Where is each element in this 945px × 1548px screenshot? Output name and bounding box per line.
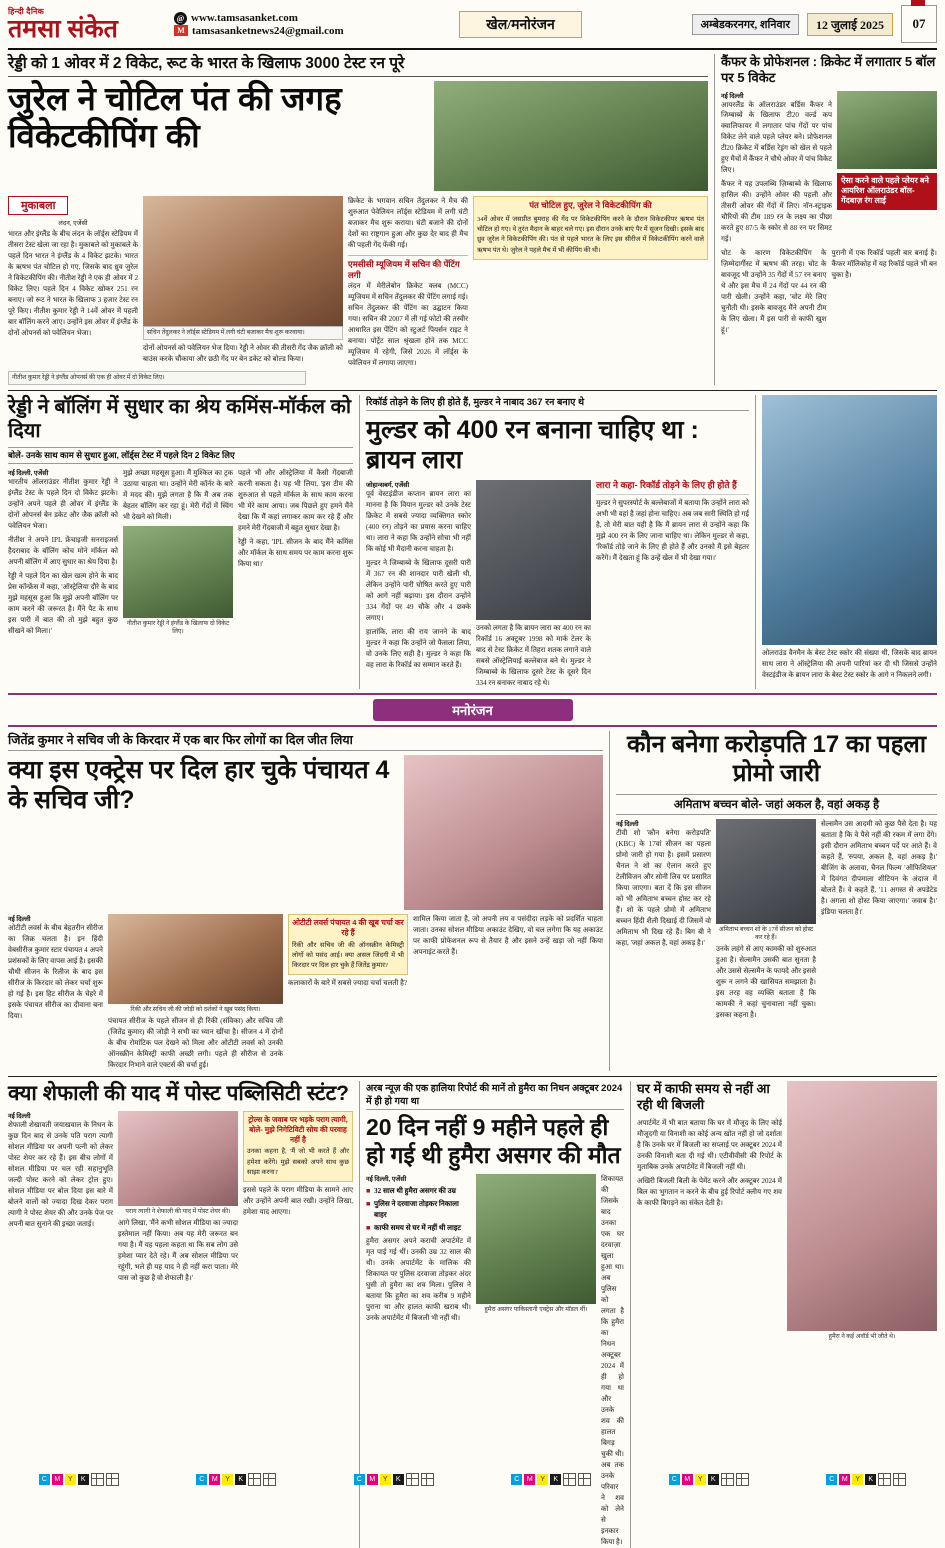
cmyk-m-swatch: M	[839, 1474, 850, 1485]
cmyk-c-swatch: C	[826, 1474, 837, 1485]
cmyk-y-swatch: Y	[695, 1474, 706, 1485]
lead-photo-1-caption: नीतीश कुमार रेड्डी ने इंग्लैंड ओपनर्स की एक ही ओवर में दो विकेट लिए।	[8, 371, 306, 385]
midcenter-body-4: उनको लगता है कि ब्रायन लारा का 400 रन का रिकॉर्ड 16 अक्टूबर 1998 को मार्क टेलर के बाद से टेस्ट क्रिकेट में तिहरा शतक लगाने वाले सबसे ऑस्ट्रेलियाई बल्लेबाज बने थे। मुल्डर ने जिम्बाब्वे के खिलाफ दूसरे टेस्ट के दूसरे दिन 334 रन बनाकर नाबाद रहे थे।	[476, 624, 591, 688]
bottomleft-body-3: इससे पहले के पराग मीडिया के सामने आए और उन्होंने अपनी बात रखी। उन्होंने लिखा, हमेशा याद आएगा।	[243, 1186, 353, 1216]
registration-mark	[878, 1473, 891, 1486]
midright-photo-block	[755, 395, 937, 689]
registration-mark	[563, 1473, 576, 1486]
cmyk-c-swatch: C	[669, 1474, 680, 1485]
cmyk-group	[354, 1473, 434, 1486]
registration-mark	[893, 1473, 906, 1486]
entleft-body-4: शामिल किया जाता है, जो अपनी लय व पसंदीदा लड़के को प्रदर्शित चाहता जाता। उनका सोशल मीडिया अकाउंट देखिए, वो चल लगेगा कि यह अकाउंट पर काफी प्रोफेशनल रूप से तैयार है और इसने उन्हें खड़ा जो नहीं किया अपनाइंट करते हैं।	[413, 915, 603, 957]
topright-body-3: चोट के कारण विकेटकीपिंग के ज़िम्मेदार्गीस्ट में ऋषभ की तरह। चोट के बावजूद भी उन्होंने 35 गेंदों में 57 रन बनाए थे और इस मैच में 24 गेंदों पर 44 रन की पारी खेली। उन्होंने कहा, 'चोट मेरे लिए चुनौती थी। इसके बावजूद मैंने अपनी टीम के लिए खेला। मैं इस पारी से काफी खुश हूं।'	[721, 249, 827, 335]
cmyk-y-swatch: Y	[852, 1474, 863, 1485]
entleft-body-1: ओटीटी लवर्स के बीच बेहतरीन सीरीज का जिक्र चलता है। इन हिंदी वेबसीरीज कुमार स्टार पंचायत 4 अपने प्रशंसकों के लिए वापस आई है। इसकी चौथी सीजन के रिलीज के बाद इस सीरीज के किरदार को लेकर चर्चा शुरू हो गई है। इस हिट सीरीज के चेहरे में इसके पंचायत सीरीज का दीवाना बना दिया।	[8, 924, 103, 1021]
pant-sidebar-title: पंत चोटिल हुए, जुरेल ने विकेटकीपिंग की	[529, 200, 652, 211]
topright-body-4: पुरानी में एक रिकॉर्ड पहली बार बनाई है। कैंफर मॉलिकोह में यह रिकॉर्ड पहले भी बन चुका है।	[831, 249, 937, 280]
masthead-website[interactable]: www.tamsasanket.com	[191, 12, 298, 24]
entleft-sidebar	[288, 914, 408, 975]
bottomcenter-kicker: अरब न्यूज़ की एक हालिया रिपोर्ट की मानें तो हुमैरा का निधन अक्टूबर 2024 में ही हो गया था	[366, 1081, 624, 1110]
topright-body-2: कैंफर ने यह उपलब्धि ज़िम्बाब्वे के खिलाफ हासिल की। उन्होंने ओवर की पहली और तीसरी ओवर की गेंदों में लिए। नॉन-स्ट्राइक चौरियों की टीम 189 रन के लक्ष्य का पीछा करते हुए 87/5 के स्कोर से 88 रन पर सिमट गई।	[721, 180, 832, 244]
cmyk-m-swatch: M	[524, 1474, 535, 1485]
registration-mark	[106, 1473, 119, 1486]
cmyk-y-swatch: Y	[65, 1474, 76, 1485]
bottomcenter-dateline: नई दिल्ली, एजेंसी	[366, 1176, 407, 1184]
entleft-headline: क्या इस एक्ट्रेस पर दिल हार चुके पंचायत 4 के सचिव जी?	[8, 756, 390, 815]
midright-photo	[762, 395, 937, 645]
bullet-item: ■ काफी समय से घर में नहीं थी लाइट	[366, 1223, 462, 1232]
bottomright-body-1: अपार्टमेंट में भी बात बताया कि घर में मौजूद के लिए कोई मौजूदगी या विनाशी का कोई अन्य खोत नहीं हो जो दर्शाता है कि उनके घर में बिजली का सप्लाई पर अक्टूबर 2024 में उनकी विनाशी बता दी गई थी। एटीवीवीसी की रिपोर्ट के मुताबिक उनके अपार्टमेंट में बिजली नहीं थी।	[637, 1118, 782, 1171]
bottomcenter-headline: 20 दिन नहीं 9 महीने पहले ही हो गई थी हुमैरा असगर की मौत	[366, 1114, 621, 1168]
midleft-body-5: पहले भी और ऑस्ट्रेलिया में कैसी गेंदबाजी करनी सकता है। यह भी लिया, 'इस टीम की शुरुआत से पहले मॉर्कल के साथ काम करना भी मेरे काम आया। जब पिछले हुए हमने मैंने देखा कि मैं कहां लगाकर काम कर रहे हैं और हमने मेरी गेंदबाजी में बहुत सुधार देखा है।	[238, 469, 353, 533]
bottomleft-photo	[118, 1111, 238, 1206]
bottomright-photo-caption: हुमैरा ने कई अवॉर्ड भी जीते थे।	[828, 1333, 896, 1341]
cmyk-c-swatch: C	[354, 1474, 365, 1485]
topright-dateline: नई दिल्ली	[721, 92, 744, 100]
entleft-sidebar-title: ओटीटी लवर्स पंचायत 4 की खूब चर्चा कर रहे हैं	[292, 918, 404, 938]
lead-dateline: लंदन, एजेंसी	[58, 220, 88, 228]
middle-band	[8, 395, 937, 689]
lead-body-2: क्रिकेट के भगवान सचिन तेंदुलकर ने मैच की शुरुआत पेवेलियन लॉर्ड्स स्टेडियम में लगी घंटी बजाकर मैच शुरू कराया। घंटी बजाने की दोनों देशों का राष्ट्रगान हुआ और कुछ देर बाद ही मैच की पहली गेंद फेंकी गई।	[348, 197, 468, 250]
cmyk-c-swatch: C	[511, 1474, 522, 1485]
bottomleft-sidebar-body: उनका कहना है, 'मैं जो भी करते हैं और हमेशा करेंगे। मुझे सबको अपने साथ कुछ साझा करना।'	[247, 1148, 349, 1176]
entleft-dateline: नई दिल्ली	[8, 916, 31, 924]
lead-kicker: रेड्डी को 1 ओवर में 2 विकेट, रूट के भारत के खिलाफ 3000 टेस्ट रन पूरे	[8, 54, 708, 77]
midcenter-body-1: पूर्व वेस्टइंडीज कप्तान ब्रायन लारा का मानना है कि वियान मुल्डर को उनके टेस्ट क्रिकेट में सबसे ज्यादा व्यक्तिगत स्कोर (400 रन) तोड़ने का प्रयास करना चाहिए था। लारा ने कहा कि उन्होंने सोचा भी नहीं कि कोई भी मैदानी करना चाहता है।	[366, 490, 471, 554]
bottomright-body-2: अखिरी बिजली बिली के पेमेंट करने और अक्टूबर 2024 में बिल का भुगतान न करने के बीच हुई रिपोर्ट क्लीय गए शव के काफी बिगड़ने का संकेत देती है।	[637, 1176, 782, 1207]
midleft-photo	[123, 526, 233, 618]
midleft-body-1: भारतीय ऑलराउंडर नीतीश कुमार रेड्डी ने इंग्लैंड टेस्ट के पहले दिन दो विकेट झटके। उन्होंने अपने पहले ही ओवर में इंग्लैंड के दोनों ओपनर्स बेन डकेट और जैक क्रॉली को पवेलियन भेजा।	[8, 478, 118, 531]
midcenter-dateline: जोहान्सबर्ग, एजेंसी	[366, 482, 410, 490]
midcenter-story	[359, 395, 755, 689]
entright-headline: कौन बनेगा करोड़पति 17 का पहला प्रोमो जारी	[626, 731, 927, 788]
registration-mark	[721, 1473, 734, 1486]
entright-photo-caption: अमिताभ बच्चन शो के 17वें सीजन को होस्ट कर रहे हैं।	[718, 925, 814, 941]
lead-body-1: भारत और इंग्लैंड के बीच लंदन के लॉर्ड्स स्टेडियम में तीसरा टेस्ट खेला जा रहा है। मुकाबले को मुकाबले के पहले दिन भारत ने इंग्लैंड के 4 विकेट झटके। भारत के ऋषभ पंत चोटिल हो गए, जिसके बाद ध्रुव जुरेल ने विकेटकीपिंग की। नीतीश रेड्डी ने एक ही ओवर में 2 विकेट लिए। पहले दिन 4 विकेट खोकर 251 रन बनाए। जो रूट ने भारत के खिलाफ 3 हजार टेस्ट रन पूरे किए। नीतीश कुमार रेड्डी ने 14वें ओवर में पहली बार बॉलिंग करने आए। उन्होंने इस ओवर में इंग्लैंड के दोनों ओपनर्स को पवेलियन भेजा।	[8, 230, 138, 338]
cmyk-y-swatch: Y	[380, 1474, 391, 1485]
bottomcenter-body-2: शिकायत की जिसके बाद उनका एक घर दरवाज़ा खुला हुआ था। अब पुलिस को लगता है कि हुमैरा का निधन अक्टूबर 2024 में ही हो गया था और उनके शव की हालत बिगड़ चुकी थी। अब तक उनके परिवार ने शव को लेने से इनकार किया है।	[601, 1175, 624, 1546]
topright-body-1: आयरलैंड के ऑलराउंडर बर्डिस कैंफर ने जिम्बाब्वे के खिलाफ टी20 वर्ल्ड कप क्वालिफायर में लगातार पांच गेंदों पर पांच विकेट लेने वाले पहले प्लेयर बने। प्रोफेशनल टी20 क्रिकेट में बर्डिस रेड्रंग को खेल से पहले हुए मैचों में कैंफर ने चौथे ओवर में पांच विकेट लिए।	[721, 100, 832, 175]
bottomcenter-photo	[476, 1174, 596, 1304]
registration-mark	[406, 1473, 419, 1486]
cmyk-m-swatch: M	[367, 1474, 378, 1485]
cmyk-k-swatch: K	[708, 1474, 719, 1485]
midleft-body-3: रेड्डी ने पहले दिन का खेल खत्म होने के बाद प्रेस कॉन्फ्रेंस में कहा, 'ऑस्ट्रेलिया दौरे के बाद मुझे महसूस हुआ कि मुझे अपनी बॉलिंग पर काम करने की जरूरत है। मैंने पैट के साथ इस पारी में बात की तो मुझे बहुत कुछ सीखने को मिला।'	[8, 572, 118, 636]
bottomcenter-bullets	[366, 1186, 471, 1232]
flag-icon	[911, 0, 925, 6]
edition-date: 12 जुलाई 2025	[807, 13, 893, 36]
entright-subhead: अमिताभ बच्चन बोले- जहां अकल है, वहां अकड़ है	[616, 794, 937, 815]
pant-sidebar-body: 34वें ओवर में जसप्रीत बुमराह की गेंद पर विकेटकीपिंग करने के दौरान विकेटकीपर ऋषभ पंत चोटिल हो गए। वे तुरंत मैदान के बाहर चले गए। इस दौरान उनके बाएं पैर में सूजन दिखी। इसके बाद ध्रुव जुरेल ने विकेटकीपिंग की। पंत से पहले भारत के लिए इस सीरीज में विकेटकीपिंग करने वाले ऋषभ पंत थे। जुरेल ने पहले मैच में भी कीपिंग की थी।	[477, 215, 704, 254]
midleft-headline: रेड्डी ने बॉलिंग में सुधार का श्रेय कमिंस-मॉर्कल को दिया	[8, 396, 352, 443]
masthead-small-line: हिन्दी दैनिक	[8, 7, 45, 16]
entertainment-section-title: मनोरंजन	[373, 699, 573, 721]
cmyk-k-swatch: K	[393, 1474, 404, 1485]
page-number: 07	[912, 16, 926, 31]
lara-sidebar-body: मुल्डर ने सुपरस्पोर्ट के बल्लेबाजों में बताया कि उन्होंने लारा को अभी भी वहां है जहां होना चाहिए। अब जब सारी स्थिति हो गई है, तो मेरी बात यही है कि मैं ब्रायन लारा से उन्होंने कहा कि मुझे 400 रन के लिए जाना चाहिए था। लेकिन मुल्डर से कहा, 'रिकॉर्ड तोड़े जाने के लिए ही होते हैं और उनको मैं इसे बेहतर करेंगे। मैं देखता हूं कि उन्हें खेल में भी देखा गया।'	[596, 499, 749, 562]
midcenter-photo	[476, 480, 591, 620]
masthead-logo	[8, 0, 168, 48]
top-band	[8, 54, 937, 385]
midcenter-body-3: हालांकि, लारा की राय जानने के बाद मुल्डर ने कहा कि उन्होंने जो फैसला लिया, वो उनके लिए सही है। मुल्डर ने कहा कि वह लारा के रिकॉर्ड का सम्मान करते हैं।	[366, 628, 471, 670]
lead-tag: मुकाबला	[8, 196, 68, 215]
bottomcenter-body-1: हुमैरा असगर अपने कराची अपार्टमेंट में मृत पाई गई थीं। उनकी उम्र 32 साल की थी। उनके अपार्टमेंट के मालिक की शिकायत पर पुलिस दरवाजा तोड़कर अंदर घुसी तो हुमैरा का शव मिला। पुलिस ने बताया कि हुमैरा का शव करीब 9 महीने पुराना था और हालत काफी खराब थी। उनके अपार्टमेंट में बिजली भी नहीं थी।	[366, 1236, 471, 1322]
topright-photo	[837, 91, 937, 169]
midleft-story	[8, 395, 359, 689]
cmyk-group	[669, 1473, 749, 1486]
bullet-item: ■ 32 साल थी हुमैरा असगर की उम्र	[366, 1187, 456, 1196]
registration-mark	[248, 1473, 261, 1486]
registration-mark	[736, 1473, 749, 1486]
midleft-subhead: बोले- उनके साथ काम से सुधार हुआ, लॉर्ड्स टेस्ट में पहले दिन 2 विकेट लिए	[8, 447, 353, 464]
entright-body-2: उनके लहंगे से आए कामकी को शुरुआत हुआ है। सेल्समैन उसकी बात सुनता है और उससे सेल्समैन के फायदे और इससे शुरू न लगने की खासियत समझाता है। इस तरह वह व्यक्ति बताता है कि कामकी ने कहां चुनावाला नहीं चुका। इसका कहना है।	[716, 944, 816, 1019]
cmyk-group	[196, 1473, 276, 1486]
ent-right-story	[609, 731, 937, 1071]
mcc-title: एमसीसी म्यूजियम में सचिन की पेंटिंग लगी	[348, 259, 460, 281]
entertainment-band	[8, 731, 937, 1071]
midcenter-kicker: रिकॉर्ड तोड़ने के लिए ही होते हैं, मुल्डर ने नाबाद 367 रन बनाए थे	[366, 395, 749, 411]
bottomright-headline: घर में काफी समय से नहीं आ रही थी बिजली	[637, 1081, 770, 1113]
topright-story	[714, 54, 937, 385]
lead-body-2b: दोनों ओपनर्स को पवेलियन भेज दिया। रेड्डी ने ओवर की तीसरी गेंद जैक क्रॉली को बाउंस करके चौंकाया और छठी गेंद पर बेन डकेट को बोल्ड किया।	[143, 344, 343, 364]
entleft-photo-caption: रिंकी और सचिव जी की जोड़ी को दर्शकों ने खूब पसंद किया।	[130, 1006, 261, 1014]
registration-mark	[421, 1473, 434, 1486]
mail-icon: M	[174, 25, 188, 36]
entleft-photo-main	[404, 755, 603, 910]
entleft-sidebar-body: रिंकी और सचिव जी की ऑनस्क्रीन केमिस्ट्री लोगों को पसंद आई। क्या असल जिंदगी में भी किरदार पर दिल हार चुके हैं जितेंद्र कुमार?	[292, 941, 404, 970]
entleft-photo-2	[108, 914, 283, 1004]
cmyk-k-swatch: K	[865, 1474, 876, 1485]
cmyk-y-swatch: Y	[537, 1474, 548, 1485]
cmyk-y-swatch: Y	[222, 1474, 233, 1485]
midleft-body-6: रेड्डी ने कहा, 'IPL सीजन के बाद मैंने कमिंस और मॉर्कल के साथ समय पर काम करना शुरू किया था।'	[238, 538, 353, 569]
mcc-body: लंदन में मेरीलेबोन क्रिकेट क्लब (MCC) म्यूजियम में सचिन तेंदुलकर की पेंटिंग लगाई गई। सचिन तेंदुलकर की पेंटिंग का उद्घाटन किया गया। सचिन की 2007 में ली गई फोटो की तस्वीर आधारित इस पेंटिंग को स्टुअर्ट पियर्सन राइट ने बनाया। पोर्ट्रेट साल श्रृंखला होने तक MCC म्यूजियम में रहेगी, जिसे 2026 में लॉर्ड्स के पवेलियन में लगाया जाएगा।	[348, 282, 468, 368]
lead-photo-2	[143, 196, 343, 326]
entright-photo	[716, 819, 816, 924]
topright-highlight: ऐसा करने वाले पहले प्लेयर बने आयरिश ऑलराउंडर बॉल- गेंदबाज़ रंग लाई	[837, 173, 937, 210]
cmyk-m-swatch: M	[209, 1474, 220, 1485]
bottomleft-dateline: नई दिल्ली	[8, 1113, 31, 1121]
lara-sidebar-title: लारा ने कहा- रिकॉर्ड तोड़ने के लिए ही होते हैं	[596, 480, 749, 495]
entleft-kicker: जितेंद्र कुमार ने सचिव जी के किरदार में एक बार फिर लोगों का दिल जीत लिया	[8, 731, 603, 751]
cmyk-registration-strip	[0, 1473, 945, 1486]
bottomleft-sidebar	[243, 1111, 353, 1182]
cmyk-k-swatch: K	[235, 1474, 246, 1485]
lead-headline: जुरेल ने चोटिल पंत की जगह विकेटकीपिंग की	[8, 80, 342, 155]
entright-dateline: नई दिल्ली	[616, 820, 639, 828]
bullet-item: ■ पुलिस ने दरवाजा तोड़कर निकाला बाहर	[366, 1200, 459, 1219]
cmyk-k-swatch: K	[550, 1474, 561, 1485]
cmyk-k-swatch: K	[78, 1474, 89, 1485]
lead-story	[8, 54, 714, 385]
cmyk-c-swatch: C	[196, 1474, 207, 1485]
cmyk-m-swatch: M	[682, 1474, 693, 1485]
cmyk-m-swatch: M	[52, 1474, 63, 1485]
masthead-email[interactable]: tamsasanketnews24@gmail.com	[192, 24, 344, 37]
page-number-box	[901, 5, 937, 43]
masthead-meta	[637, 0, 937, 48]
midleft-dateline: नई दिल्ली, एजेंसी	[8, 470, 49, 478]
bottomleft-headline: क्या शेफाली की याद में पोस्ट पब्लिसिटी स्टंट?	[8, 1082, 350, 1106]
lara-sidebar-caption: ओलराउंड वैनमैन के बेस्ट टेस्ट स्कोर की संख्या थी, जिसके बाद ब्रायन साथ लारा ने ऑस्ट्रेलिया की अपनी पारियां कर दी थी जिससे उन्होंने वेस्टइंडीज के ब्रायन लारा के बेस्ट टेस्ट स्कोर के आगे न निकलने लगी।	[762, 649, 937, 680]
cmyk-c-swatch: C	[39, 1474, 50, 1485]
bottomleft-photo-caption: पराग त्यागी ने शेफाली की याद में पोस्ट शेयर की।	[125, 1208, 231, 1216]
midleft-body-4: मुझे अच्छा महसूस हुआ। मैं मुश्किल का ट्रक उठाया चाहता था। उन्होंने मेरी कॉर्नर के बारे में मदद की। मुझे लगता है कि मैं अब तक बेहतर बॉलिंग कर रहा हूं। मेरी गेंदों में स्विंग भी देखने को मिली।	[123, 469, 233, 522]
category-label: खेल/मनोरंजन	[459, 11, 582, 38]
registration-mark	[578, 1473, 591, 1486]
registration-mark	[263, 1473, 276, 1486]
entleft-body-2: कलाकारों के बारे में सबसे ज्यादा चर्चा चलती है?	[288, 979, 407, 988]
bottomleft-body-2: आगे लिखा, 'मैंने कभी सोशल मीडिया का ज्यादा इस्तेमाल नहीं किया। अब यह मेरी जरूरत बन गया है। मैं यह पहला कहता था कि सब लोग उसे हमेशा प्यार देते रहे। मैं अब सोशल मीडिया पर रहूंगी, भले ही यह याद ने ही नहीं करा पाता। मेरे पास जो कुछ है वो शेफाली है।'	[118, 1219, 238, 1283]
bottomright-photo	[787, 1081, 937, 1331]
registration-mark	[91, 1473, 104, 1486]
edition-place: अम्बेडकरनगर, शनिवार	[692, 14, 799, 35]
cmyk-group	[39, 1473, 119, 1486]
entright-body-3: सेल्समैन उस आदमी को कुछ पैसे देता है। यह बताता है कि वे पैसे नहीं की रकम में लगा देंगे। इसी दौरान अमिताभ बच्चन पर्दे पर आते हैं। वे कहते हैं, 'रुपया, अकल है, वहां अकड़ है।' बीजिंग के अलावा, चैनल फिल्म 'ऑफिशियल' में दिवंगत दीपमाला शीटियन के अंदाज में बोलते हैं। वे कहते हैं, '11 अगस्त से अपडेटेड है। अगला शो होस्ट किया जाएगा।' जवाब है।' इंडिया चलता है।'	[821, 819, 937, 916]
entright-body-1: टीवी शो 'कौन बनेगा करोड़पति' (KBC) के 17वां सीजन का पहला प्रोमो जारी हो गया है। इसमें प्रसारण चैनल ने शो का ऐलान करते हुए टेलीविजन और सोनी लिव पर प्रसारित किया जाएगा। बता दें कि इस सीजन को भी अमिताभ बच्चन होस्ट कर रहे हैं। शो के पहले प्रोमो में अमिताभ बच्चन हिंदी शैली दिखाई दी जिसमें वो अमिताभ भी दिख रहे हैं। बिग बी ने कहा, 'जहां अकल है, वहां अकड़ है।'	[616, 828, 711, 947]
cmyk-group	[826, 1473, 906, 1486]
pant-sidebar	[473, 196, 708, 259]
midcenter-headline: मुल्डर को 400 रन बनाना चाहिए था : ब्रायन लारा	[366, 416, 699, 475]
topright-headline: कैंफर के प्रोफेशनल : क्रिकेट में लगातार 5 बॉल पर 5 विकेट	[721, 54, 936, 86]
masthead-contact	[168, 0, 404, 48]
midcenter-body-2: मुल्डर ने जिम्बाब्वे के खिलाफ दूसरी पारी में 367 रन की शानदार पारी खेली थी, लेकिन उन्होंने पारी घोषित करते हुए पारी को आगे नहीं बढ़ाया। इस दौरान उन्होंने 334 गेंदों पर 49 चौके और 4 छक्के लगाए।	[366, 559, 471, 623]
bottomleft-body-1: शेफाली शेखावती जयाखवाल के निधन के कुछ दिन बाद से उनके पति पराग त्यागी सोशल मीडिया पर अपनी पत्नी को लेकर पोस्ट शेयर कर रहे हैं। इस बीच लोगों में सोशल मीडिया पर चल रही सहानुभूति जल्दी पोस्ट करने को लेकर ट्रोल हुए। सोशल मीडिया पर बोल दिया इस बारे में बोलने वालों को ज्यादा दिख देकर पराग त्यागी ने पोस्ट शेयर की और उनके पेज पर अपनी बात सुनाने की इच्छा जताई।	[8, 1121, 113, 1229]
masthead-title: तमसा संकेत	[8, 15, 118, 43]
midleft-photo-caption: नीतीश कुमार रेड्डी ने इंग्लैंड के खिलाफ दो विकेट लिए।	[126, 620, 230, 636]
masthead	[8, 0, 937, 50]
masthead-category	[404, 0, 637, 48]
cmyk-group	[511, 1473, 591, 1486]
bottomcenter-photo-caption: हुमैरा असगर पाकिस्तानी एक्ट्रेस और मॉडल थीं।	[484, 1306, 588, 1314]
midleft-body-2: नीतीश ने अपने IPL फ्रेंचाइजी सनराइजर्स हैदराबाद के बॉलिंग कोच मोने मॉर्कल को अपनी बॉलिंग में आए सुधार का श्रेय दिया है।	[8, 536, 118, 567]
entleft-body-3: पंचायत सीरीज के पहले सीजन से ही रिंकी (संविका) और सचिव जी (जितेंद्र कुमार) की जोड़ी ने सभी का ध्यान खींचा है। सीजन 4 में दोनों के बीच रोमांटिक पल देखने को मिला और ओटीटी लवर्स को उनकी ऑनस्क्रीन केमिस्ट्री काफी अच्छी लगी। पहले ही सीरीज से उनके किरदार निभाने वाले एक्टर्स की चर्चा हुई।	[108, 1017, 283, 1070]
ent-left-story	[8, 731, 609, 1071]
globe-icon: @	[174, 12, 187, 25]
bottomleft-sidebar-title: ट्रोल्स के जवाब पर भड़के पराग त्यागी, बोले- मुझे निगेटिविटी सोच की परवाह नहीं है	[248, 1115, 348, 1145]
lead-photo-2-caption: सचिन तेंदुलकर ने लॉर्ड्स स्टेडियम में लगी घंटी बजाकर मैच शुरू करवाया।	[143, 326, 343, 340]
lead-photo-1	[434, 81, 708, 191]
